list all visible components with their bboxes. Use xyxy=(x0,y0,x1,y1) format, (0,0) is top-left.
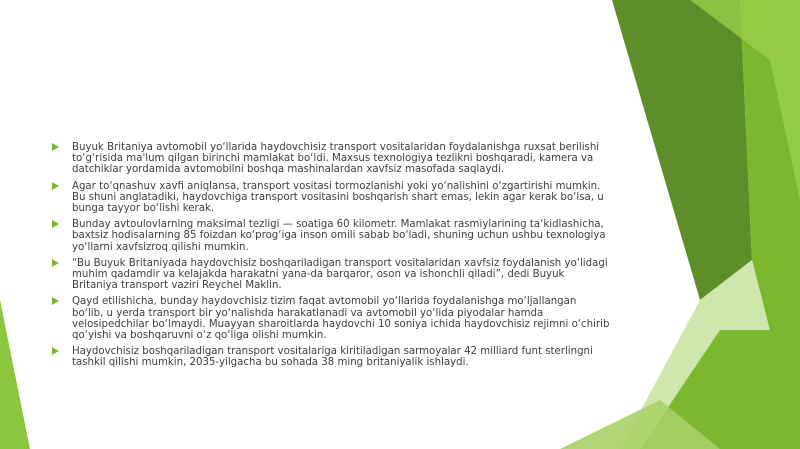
bullet-text: “Bu Buyuk Britaniyada haydovchisiz boshqariladigan transport vositalaridan xavfsiz foydalanish yo‘lidagi muhim qadamdir va kelajakda harakatni yana-da barqaror, oson va ishonchli qiladi”, dedi Buyuk Britaniya transport vaziri Reychel Maklin. xyxy=(72,257,608,292)
bullet-list xyxy=(50,142,610,374)
bullet-text: Buyuk Britaniya avtomobil yo‘llarida haydovchisiz transport vositalaridan foydalanishga ruxsat berilishi to‘g‘risida ma'lum qilgan birinchi mamlakat bo‘ldi. Maxsus texnologiya tezlikni boshqaradi, kamera va datchiklar yordamida avtomobilni boshqa mashinalardan xavfsiz masofada saqlaydi. xyxy=(72,142,600,176)
bullet-text: Bunday avtoulovlarning maksimal tezligi — soatiga 60 kilometr. Mamlakat rasmiylarining ta‘kidlashicha, baxtsiz hodisalarning 85 foizdan ko‘prog‘iga inson omili sabab bo‘ladi, shuning uchun ushbu texnologiya yo‘llarni xavfsizroq qilishi mumkin. xyxy=(72,219,606,253)
bullet-text: Agar to‘qnashuv xavfi aniqlansa, transport vositasi tormozlanishi yoki yo‘nalishini o‘zgartirishi mumkin. Bu shuni anglatadiki, haydovchiga transport vositasini boshqarish shart emas, lekin agar kerak bo‘lsa, u bunga tayyor bo‘lishi kerak. xyxy=(72,180,604,215)
bullet-text: Qayd etilishicha, bunday haydovchisiz tizim faqat avtomobil yo‘llarida foydalanishga mo‘ljallangan bo‘lib, u yerda transport bir yo‘nalishda harakatlanadi va avtomobil yo‘lida piyodalar hamda velosipedchilar bo‘lmaydi. Muayyan sharoitlarda haydovchi 10 soniya ichida haydovchisiz rejimni o‘chirib qo‘yishi va boshqaruvni o‘z qo‘liga olishi mumkin. xyxy=(72,296,610,342)
bullet-text: Haydovchisiz boshqariladigan transport vositalariga kiritiladigan sarmoyalar 42 milliard funt sterlingni tashkil qilishi mumkin, 2035-yilgacha bu sohada 38 ming britaniyalik ishlaydi. xyxy=(72,346,593,369)
bullet-item xyxy=(50,142,610,176)
left-green-sliver xyxy=(0,300,30,449)
bullet-item xyxy=(50,346,610,368)
bullet-item xyxy=(50,181,610,215)
bullet-item xyxy=(50,258,610,292)
bullet-item xyxy=(50,296,610,341)
triangle-bullet-icon xyxy=(52,347,59,355)
bullet-item xyxy=(50,219,610,253)
triangle-bullet-icon xyxy=(52,143,59,151)
right-dark-facet xyxy=(612,0,752,300)
triangle-bullet-icon xyxy=(52,182,59,190)
triangle-bullet-icon xyxy=(52,259,59,267)
triangle-bullet-icon xyxy=(52,220,59,228)
triangle-bullet-icon xyxy=(52,297,59,305)
